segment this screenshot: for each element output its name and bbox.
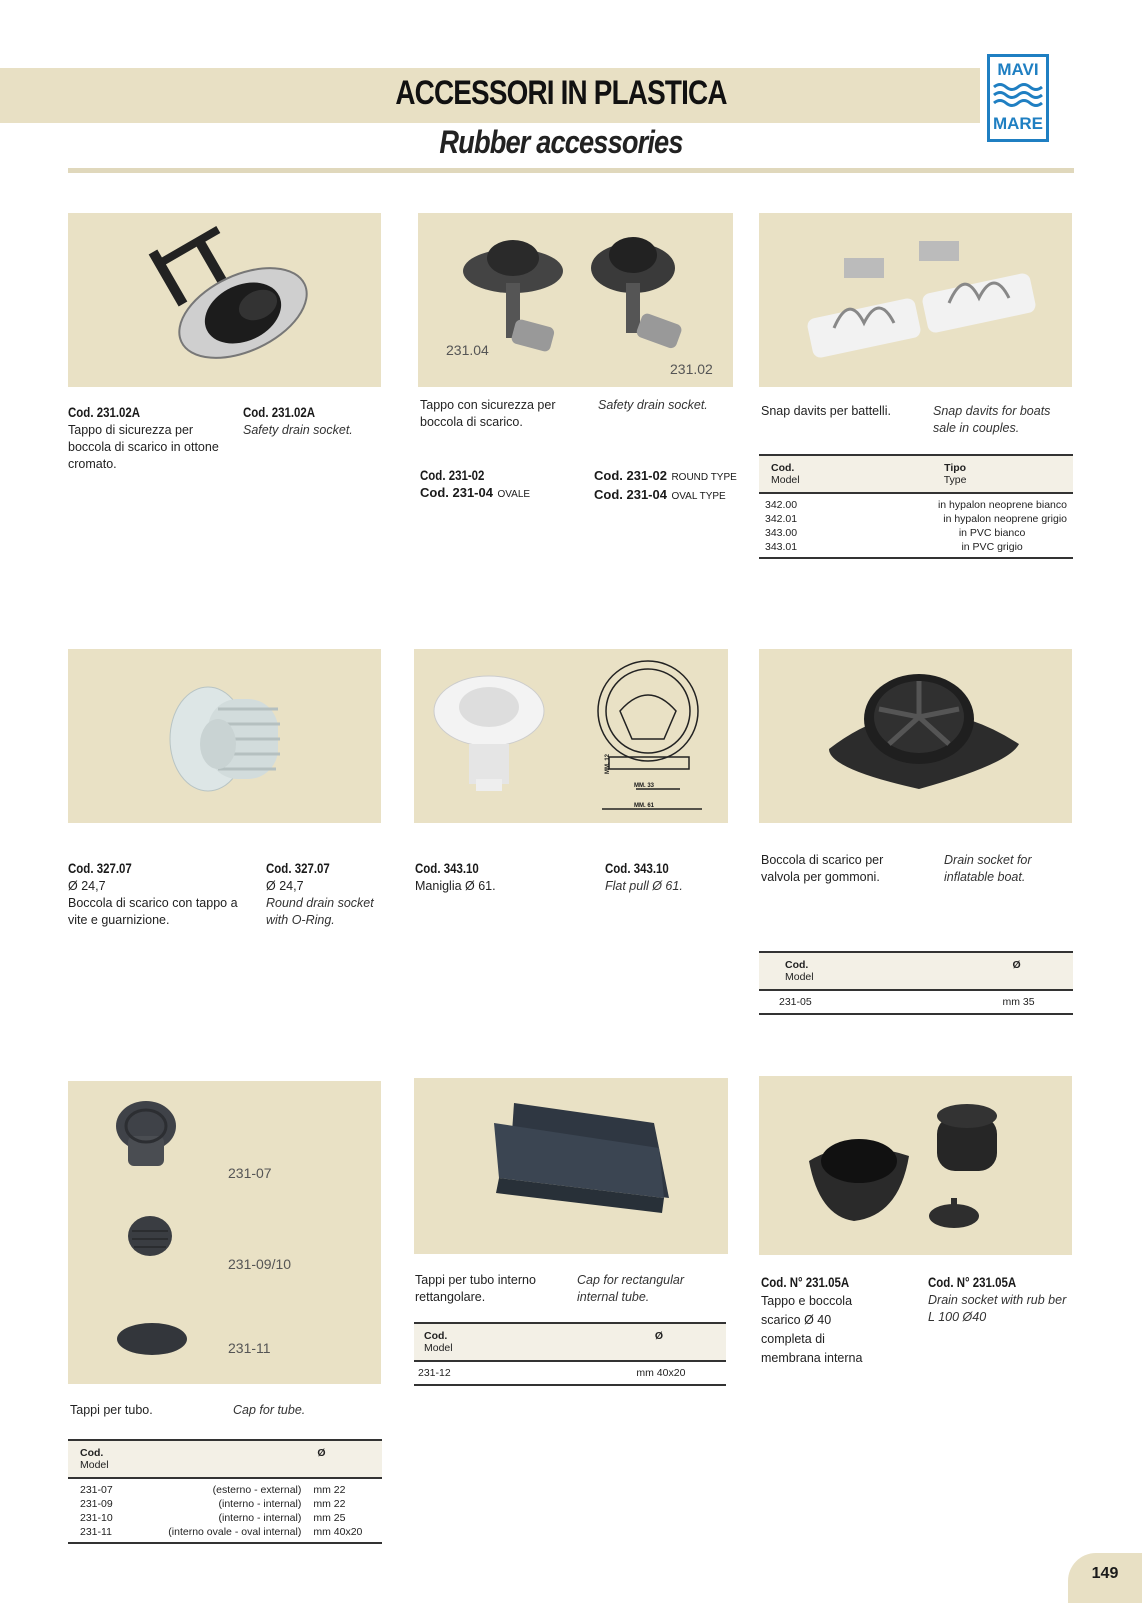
table-cell: in PVC grigio: [961, 541, 1023, 553]
product-diameter-en: Ø 24,7: [266, 879, 304, 893]
table-cell: mm 25: [313, 1512, 346, 1524]
table-cell: 231-05: [779, 996, 812, 1008]
product-photo-343-10: [414, 649, 728, 823]
product-code: Cod. 327.07: [68, 860, 132, 876]
table-cell: in hypalon neoprene grigio: [943, 513, 1067, 525]
product-description: Tappo di sicurezza per boccola di scarico in ottone cromato.: [68, 423, 219, 471]
col-header: Ø: [482, 1323, 726, 1361]
product-description-en: Round drain socket with O-Ring.: [266, 896, 374, 927]
photo-label-231-09-10: 231-09/10: [228, 1256, 292, 1272]
product-description-en: Drain socket for inflatable boat.: [944, 853, 1032, 884]
table-cell: 231-12: [418, 1367, 451, 1379]
col-header: Model: [80, 1459, 109, 1471]
product-description: Boccola di scarico con tappo a vite e guarnizione.: [68, 896, 238, 927]
page-title: ACCESSORI IN PLASTICA: [395, 74, 727, 112]
product-code-en: Cod. N° 231.05A: [928, 1274, 1017, 1290]
table-cell: mm 40x20: [636, 1367, 686, 1379]
product-code: Cod. N° 231.05A: [761, 1274, 850, 1290]
product-photo-231-05: [759, 649, 1072, 823]
product-description-en: Drain socket with rub ber L 100 Ø40: [928, 1293, 1067, 1324]
product-description-en: Cap for tube.: [233, 1403, 306, 1417]
table-cell: (interno - internal): [218, 1512, 302, 1524]
product-code: Cod. 231-02: [420, 467, 485, 483]
model-table: [759, 951, 1073, 1015]
product-photo-tube-caps: [68, 1081, 381, 1384]
drain-socket-inflatable-image: [759, 649, 1072, 823]
code-suffix: ROUND TYPE: [671, 472, 737, 483]
product-photo-231-02a: [68, 213, 381, 387]
photo-label-231-04: 231.04: [446, 342, 489, 358]
photo-label-231-02: 231.02: [670, 361, 713, 377]
product-code: Cod. 231-04: [594, 487, 667, 502]
code-suffix: OVAL TYPE: [671, 491, 726, 502]
snap-davits-image: [759, 213, 1072, 387]
table-cell: 231-11: [80, 1526, 112, 1538]
table-cell: 231-10: [80, 1512, 113, 1524]
table-cell: 343.00: [765, 527, 798, 539]
table-cell: mm 40x20: [313, 1526, 363, 1538]
col-header: Tipo: [944, 462, 967, 474]
col-header: Type: [943, 474, 967, 486]
col-header: Cod.: [785, 959, 809, 971]
product-code: Cod. 231-04: [420, 485, 493, 500]
table-cell: (interno ovale - oval internal): [168, 1526, 302, 1538]
table-cell: in PVC bianco: [958, 527, 1026, 539]
rectangular-tube-cap-image: [414, 1078, 728, 1254]
header-rule: [68, 168, 1074, 173]
product-description: Boccola di scarico per valvola per gommoni.: [761, 853, 884, 884]
table-cell: 342.00: [765, 499, 798, 511]
col-header: Cod.: [80, 1447, 104, 1459]
round-drain-socket-image: [68, 649, 381, 823]
flat-pull-image: [414, 649, 728, 823]
dimension-label: MM. 33: [634, 783, 655, 789]
product-photo-snap-davits: [759, 213, 1072, 387]
logo-top-text: MAVI: [997, 60, 1039, 79]
dimension-label: MM. 61: [634, 803, 655, 809]
table-cell: 231-09: [80, 1498, 113, 1510]
product-description: Tappo e boccola scarico Ø 40 completa di membrana interna: [761, 1294, 863, 1365]
col-header: Ø: [307, 1440, 382, 1478]
product-code-en: Cod. 231.02A: [243, 404, 316, 420]
product-code: Cod. 343.10: [415, 860, 479, 876]
product-code: Cod. 231.02A: [68, 404, 141, 420]
product-description: Tappi per tubo.: [70, 1403, 153, 1417]
product-description: Tappo con sicurezza per boccola di scarico.: [420, 398, 556, 429]
col-header: Model: [424, 1342, 453, 1354]
col-header: Cod.: [771, 462, 795, 474]
table-cell: 342.01: [765, 513, 798, 525]
photo-label-231-11: 231-11: [228, 1340, 271, 1356]
mavimare-logo: [987, 54, 1049, 142]
model-table: [68, 1439, 382, 1544]
product-photo-231-05a: [759, 1076, 1072, 1255]
product-code: Cod. 231-02: [594, 468, 667, 483]
col-header: Model: [771, 474, 800, 486]
table-cell: 343.01: [765, 541, 798, 553]
dimension-label: MM. 12: [605, 753, 612, 775]
tube-caps-image: [68, 1081, 381, 1384]
product-description: Snap davits per battelli.: [761, 404, 891, 418]
drain-socket-rubber-image: [759, 1076, 1072, 1255]
product-description-en: Flat pull Ø 61.: [605, 879, 683, 893]
col-header: Cod.: [424, 1330, 448, 1342]
product-description-en: Safety drain socket.: [598, 398, 708, 412]
page-number: 149: [1068, 1553, 1142, 1603]
logo-bottom-text: MARE: [992, 114, 1044, 133]
product-description-en: Cap for rectangular internal tube.: [577, 1273, 685, 1304]
table-cell: in hypalon neoprene bianco: [937, 499, 1067, 511]
product-description: Maniglia Ø 61.: [415, 879, 496, 893]
waves-icon: [992, 81, 1044, 109]
product-photo-231-02-04: [418, 213, 733, 387]
product-description-en: Snap davits for boats sale in couples.: [933, 404, 1051, 435]
table-cell: (esterno - external): [212, 1484, 302, 1496]
table-cell: 231-07: [80, 1484, 113, 1496]
drain-socket-chrome-image: [68, 213, 381, 387]
col-header: Model: [785, 971, 814, 983]
product-description: Tappi per tubo interno rettangolare.: [415, 1273, 536, 1304]
product-code-en: Cod. 343.10: [605, 860, 669, 876]
product-code-en: Cod. 327.07: [266, 860, 330, 876]
table-cell: mm 35: [1002, 996, 1035, 1008]
model-table: [414, 1322, 726, 1386]
product-diameter: Ø 24,7: [68, 879, 106, 893]
table-cell: mm 22: [313, 1498, 346, 1510]
product-description-en: Safety drain socket.: [243, 423, 353, 437]
table-cell: (interno - internal): [218, 1498, 302, 1510]
table-cell: mm 22: [313, 1484, 346, 1496]
model-table: [759, 454, 1073, 559]
col-header: Ø: [850, 952, 1073, 990]
photo-label-231-07: 231-07: [228, 1165, 272, 1181]
product-photo-231-12: [414, 1078, 728, 1254]
product-photo-327-07: [68, 649, 381, 823]
code-suffix: OVALE: [497, 489, 531, 500]
page-subtitle: Rubber accessories: [439, 124, 683, 160]
